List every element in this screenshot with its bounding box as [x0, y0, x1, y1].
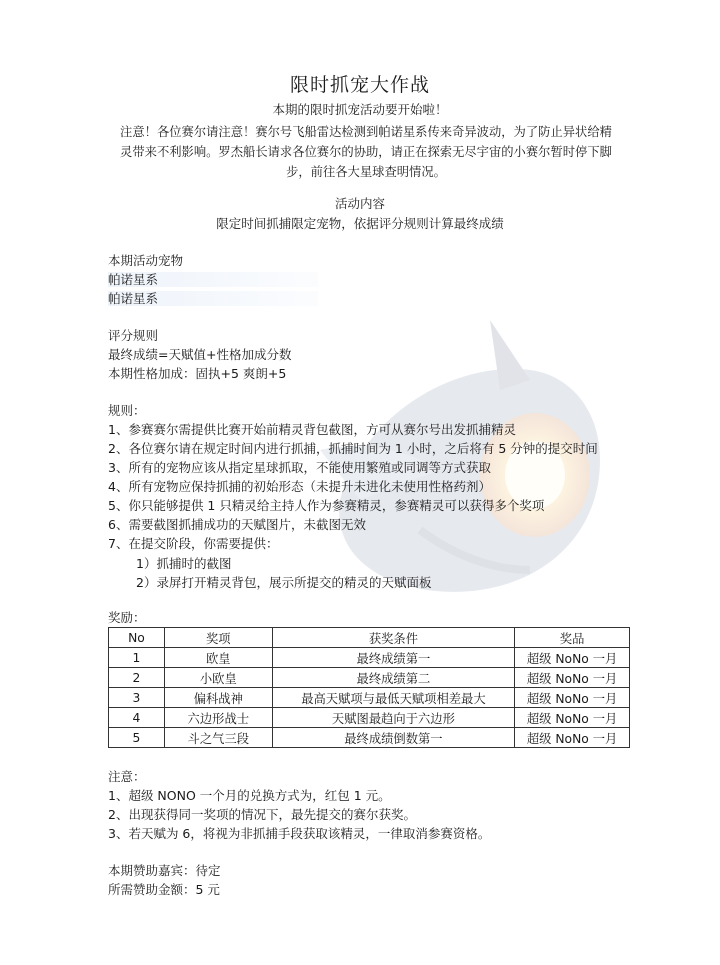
table-cell: 最终成绩第二	[272, 668, 514, 688]
rule-item: 1、参赛赛尔需提供比赛开始前精灵背包截图，方可从赛尔号出发抓捕精灵	[108, 422, 516, 437]
activity-description: 限定时间抓捕限定宠物，依据评分规则计算最终成绩	[216, 216, 504, 231]
table-row	[109, 728, 630, 748]
table-cell: 六边形战士	[164, 708, 272, 728]
pet-item-label: 帕诺星系	[108, 291, 318, 306]
table-cell: 天赋图最趋向于六边形	[272, 708, 514, 728]
rule-subitem: 1）抓捕时的截图	[136, 556, 232, 571]
intro-notice	[108, 122, 624, 182]
pet-item	[108, 271, 318, 289]
table-cell: 欧皇	[164, 648, 272, 668]
notes-heading: 注意：	[108, 769, 146, 784]
table-cell: 4	[109, 708, 165, 728]
pet-item	[108, 290, 318, 308]
table-cell: 3	[109, 688, 165, 708]
column-header: 奖品	[515, 628, 630, 648]
awards-table	[108, 627, 630, 748]
table-cell: 5	[109, 728, 165, 748]
rule-item: 4、所有宠物应保持抓捕的初始形态（未提升未进化未使用性格药剂）	[108, 479, 491, 494]
table-cell: 1	[109, 648, 165, 668]
table-row	[109, 648, 630, 668]
table-cell: 2	[109, 668, 165, 688]
activity-heading: 活动内容	[334, 196, 385, 211]
table-cell: 超级 NoNo 一月	[515, 728, 630, 748]
table-header-row	[109, 628, 630, 648]
rule-item: 3、所有的宠物应该从指定星球抓取，不能使用繁殖或同调等方式获取	[108, 460, 491, 475]
rule-item: 2、各位赛尔请在规定时间内进行抓捕，抓捕时间为 1 小时，之后将有 5 分钟的提交时间	[108, 441, 598, 456]
column-header: 奖项	[164, 628, 272, 648]
table-cell: 最终成绩倒数第一	[272, 728, 514, 748]
table-cell: 超级 NoNo 一月	[515, 688, 630, 708]
table-cell: 超级 NoNo 一月	[515, 708, 630, 728]
notice-line: 灵带来不利影响。罗杰船长请求各位赛尔的协助，请正在探索无尽宇宙的小赛尔暂时停下脚	[120, 145, 612, 159]
intro-heading: 本期的限时抓宠活动要开始啦！	[272, 102, 448, 117]
table-cell: 偏科战神	[164, 688, 272, 708]
table-row	[109, 708, 630, 728]
scoring-formula: 最终成绩=天赋值+性格加成分数	[108, 347, 292, 362]
note-item: 1、超级 NONO 一个月的兑换方式为，红包 1 元。	[108, 788, 391, 803]
pets-heading: 本期活动宠物	[108, 253, 184, 268]
sponsor-guest: 本期赞助嘉宾：待定	[108, 863, 221, 878]
scoring-bonus: 本期性格加成：固执+5 爽朗+5	[108, 366, 287, 381]
table-cell: 超级 NoNo 一月	[515, 648, 630, 668]
rule-item: 5、你只能够提供 1 只精灵给主持人作为参赛精灵，参赛精灵可以获得多个奖项	[108, 498, 545, 513]
rule-item: 6、需要截图抓捕成功的天赋图片，未截图无效	[108, 517, 366, 532]
table-cell: 小欧皇	[164, 668, 272, 688]
rule-subitem: 2）录屏打开精灵背包，展示所提交的精灵的天赋面板	[136, 575, 432, 590]
table-cell: 超级 NoNo 一月	[515, 668, 630, 688]
pet-item-label: 帕诺星系	[108, 272, 318, 287]
table-cell: 斗之气三段	[164, 728, 272, 748]
table-cell: 最终成绩第一	[272, 648, 514, 668]
sponsor-amount: 所需赞助金额：5 元	[108, 882, 220, 897]
notice-line: 步，前往各大星球查明情况。	[286, 165, 446, 179]
page-title: 限时抓宠大作战	[289, 74, 430, 96]
table-row	[109, 688, 630, 708]
column-header: 获奖条件	[272, 628, 514, 648]
column-header: No	[109, 628, 165, 648]
note-item: 3、若天赋为 6，将视为非抓捕手段获取该精灵，一律取消参赛资格。	[108, 826, 491, 841]
awards-heading: 奖励：	[108, 610, 146, 625]
rule-item: 7、在提交阶段，你需要提供：	[108, 536, 279, 551]
table-cell: 最高天赋项与最低天赋项相差最大	[272, 688, 514, 708]
table-row	[109, 668, 630, 688]
note-item: 2、出现获得同一奖项的情况下，最先提交的赛尔获奖。	[108, 807, 416, 822]
scoring-heading: 评分规则	[108, 328, 159, 343]
rules-heading: 规则：	[108, 403, 146, 418]
notice-line: 注意！各位赛尔请注意！赛尔号飞船雷达检测到帕诺星系传来奇异波动，为了防止异状给精	[120, 125, 612, 139]
